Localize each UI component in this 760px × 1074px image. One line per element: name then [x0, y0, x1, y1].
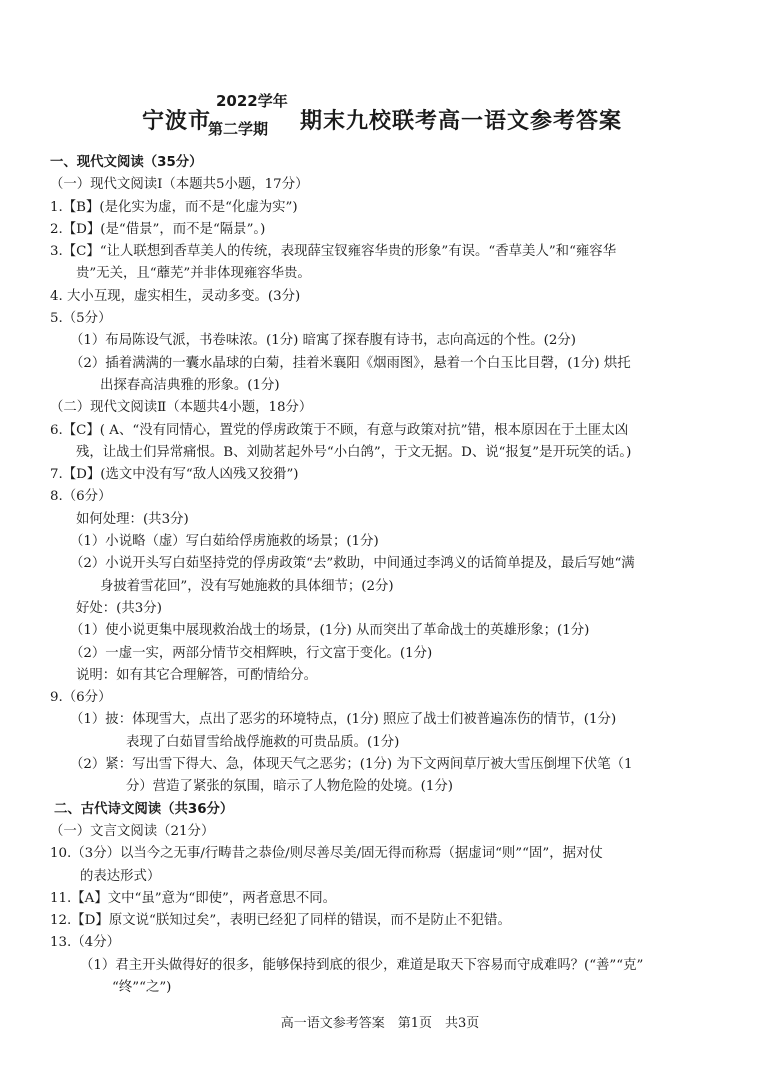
answer-line: 出探春高洁典雅的形象。(1分) — [100, 377, 280, 393]
answer-line: 4. 大小互现，虚实相生，灵动多变。(3分) — [50, 288, 301, 304]
answer-line: （1）使小说更集中展现救治战士的场景，(1分) 从而突出了革命战士的英雄形象；(1分) — [70, 623, 590, 639]
answer-line: （2）小说开头写白茹坚持党的俘虏政策“去”救助，中间通过李鸿义的话简单提及，最后写她“满 — [70, 556, 635, 572]
answer-line: 好处：(共3分) — [76, 600, 162, 616]
answer-line: 5.（5分） — [50, 311, 112, 327]
answer-line: 10.（3分）以当今之无事/行畴昔之恭俭/则尽善尽美/固无得而称焉（据虚词“则”“固”，据对仗 — [50, 846, 603, 862]
answer-line: 7.【D】(选文中没有写“敌人凶残又狡猾”) — [50, 467, 299, 483]
answer-line: 11.【A】文中“虽”意为“即使”，两者意思不同。 — [50, 890, 336, 906]
answer-body — [50, 152, 726, 999]
answer-line: 1.【B】(是化实为虚，而不是“化虚为实”) — [50, 199, 298, 215]
answer-line: 分）营造了紧张的氛围，暗示了人物危险的处境。(1分) — [126, 779, 453, 795]
answer-line: 如何处理：(共3分) — [76, 511, 189, 527]
section-heading: 二、古代诗文阅读（共36分） — [54, 801, 234, 817]
answer-line: （1）君主开头做得好的很多，能够保持到底的很少，难道是取天下容易而守成难吗？(“善”“克” — [80, 957, 644, 973]
document-title — [0, 90, 760, 146]
answer-line: 8.（6分） — [50, 489, 112, 505]
answer-line: （二）现代文阅读Ⅱ（本题共4小题，18分） — [50, 400, 313, 416]
answer-line: 身披着雪花回”，没有写她施救的具体细节；(2分) — [100, 578, 394, 594]
page-footer: 高一语文参考答案 第1页 共3页 — [280, 1016, 480, 1031]
answer-line: （一）现代文阅读Ⅰ（本题共5小题，17分） — [50, 177, 309, 193]
answer-line: 13.（4分） — [50, 935, 120, 951]
answer-line: 说明：如有其它合理解答，可酌情给分。 — [76, 667, 318, 683]
answer-line: 的表达形式） — [80, 868, 161, 884]
answer-line: （1）披：体现雪大，点出了恶劣的环境特点，(1分) 照应了战士们被普遍冻伤的情节，(1分) — [70, 712, 617, 728]
answer-line: （1）布局陈设气派，书卷味浓。(1分) 暗寓了探春腹有诗书，志向高远的个性。(2分) — [70, 333, 576, 349]
answer-line: （2）一虚一实，两部分情节交相辉映，行文富于变化。(1分) — [70, 645, 433, 661]
answer-line: 3.【C】“让人联想到香草美人的传统，表现薛宝钗雍容华贵的形象”有误。“香草美人”和“雍容华 — [50, 244, 617, 260]
answer-line: “终”“之”) — [112, 979, 172, 995]
answer-line: （一）文言文阅读（21分） — [50, 823, 215, 839]
answer-line: 2.【D】(是“借景”，而不是“隔景”。) — [50, 221, 266, 237]
answer-line: 9.（6分） — [50, 690, 112, 706]
answer-line: （2）插着满满的一囊水晶球的白菊，挂着米襄阳《烟雨图》，悬着一个白玉比目磬，(1分) 烘托 — [70, 355, 631, 371]
answer-line: 6.【C】( A、“没有同情心，置党的俘虏政策于不顾，有意与政策对抗”错，根本原因在于土匪太凶 — [50, 422, 629, 438]
title-city: 宁波市 — [142, 109, 212, 134]
title-year: 2022学年 — [216, 92, 288, 110]
answer-line: 残，让战士们异常痛恨。B、刘勋茗起外号“小白鸽”，于文无据。D、说“报复”是开玩笑的话。) — [76, 444, 632, 460]
title-semester: 第二学期 — [208, 120, 269, 138]
answer-line: 贵”无关，且“蘼芜”并非体现雍容华贵。 — [76, 266, 311, 282]
answer-line: 12.【D】原文说“朕知过矣”，表明已经犯了同样的错误，而不是防止不犯错。 — [50, 913, 511, 929]
answer-line: （1）小说略（虚）写白茹给俘虏施救的场景；(1分) — [70, 534, 379, 550]
answer-line: 表现了白茹冒雪给战俘施救的可贵品质。(1分) — [126, 734, 400, 750]
section-heading: 一、现代文阅读（35分） — [50, 155, 203, 170]
title-rest: 期末九校联考高一语文参考答案 — [300, 109, 623, 134]
answer-line: （2）紧：写出雪下得大、急，体现天气之恶劣；(1分) 为下文两间草厅被大雪压倒埋下伏笔（1 — [70, 757, 633, 773]
